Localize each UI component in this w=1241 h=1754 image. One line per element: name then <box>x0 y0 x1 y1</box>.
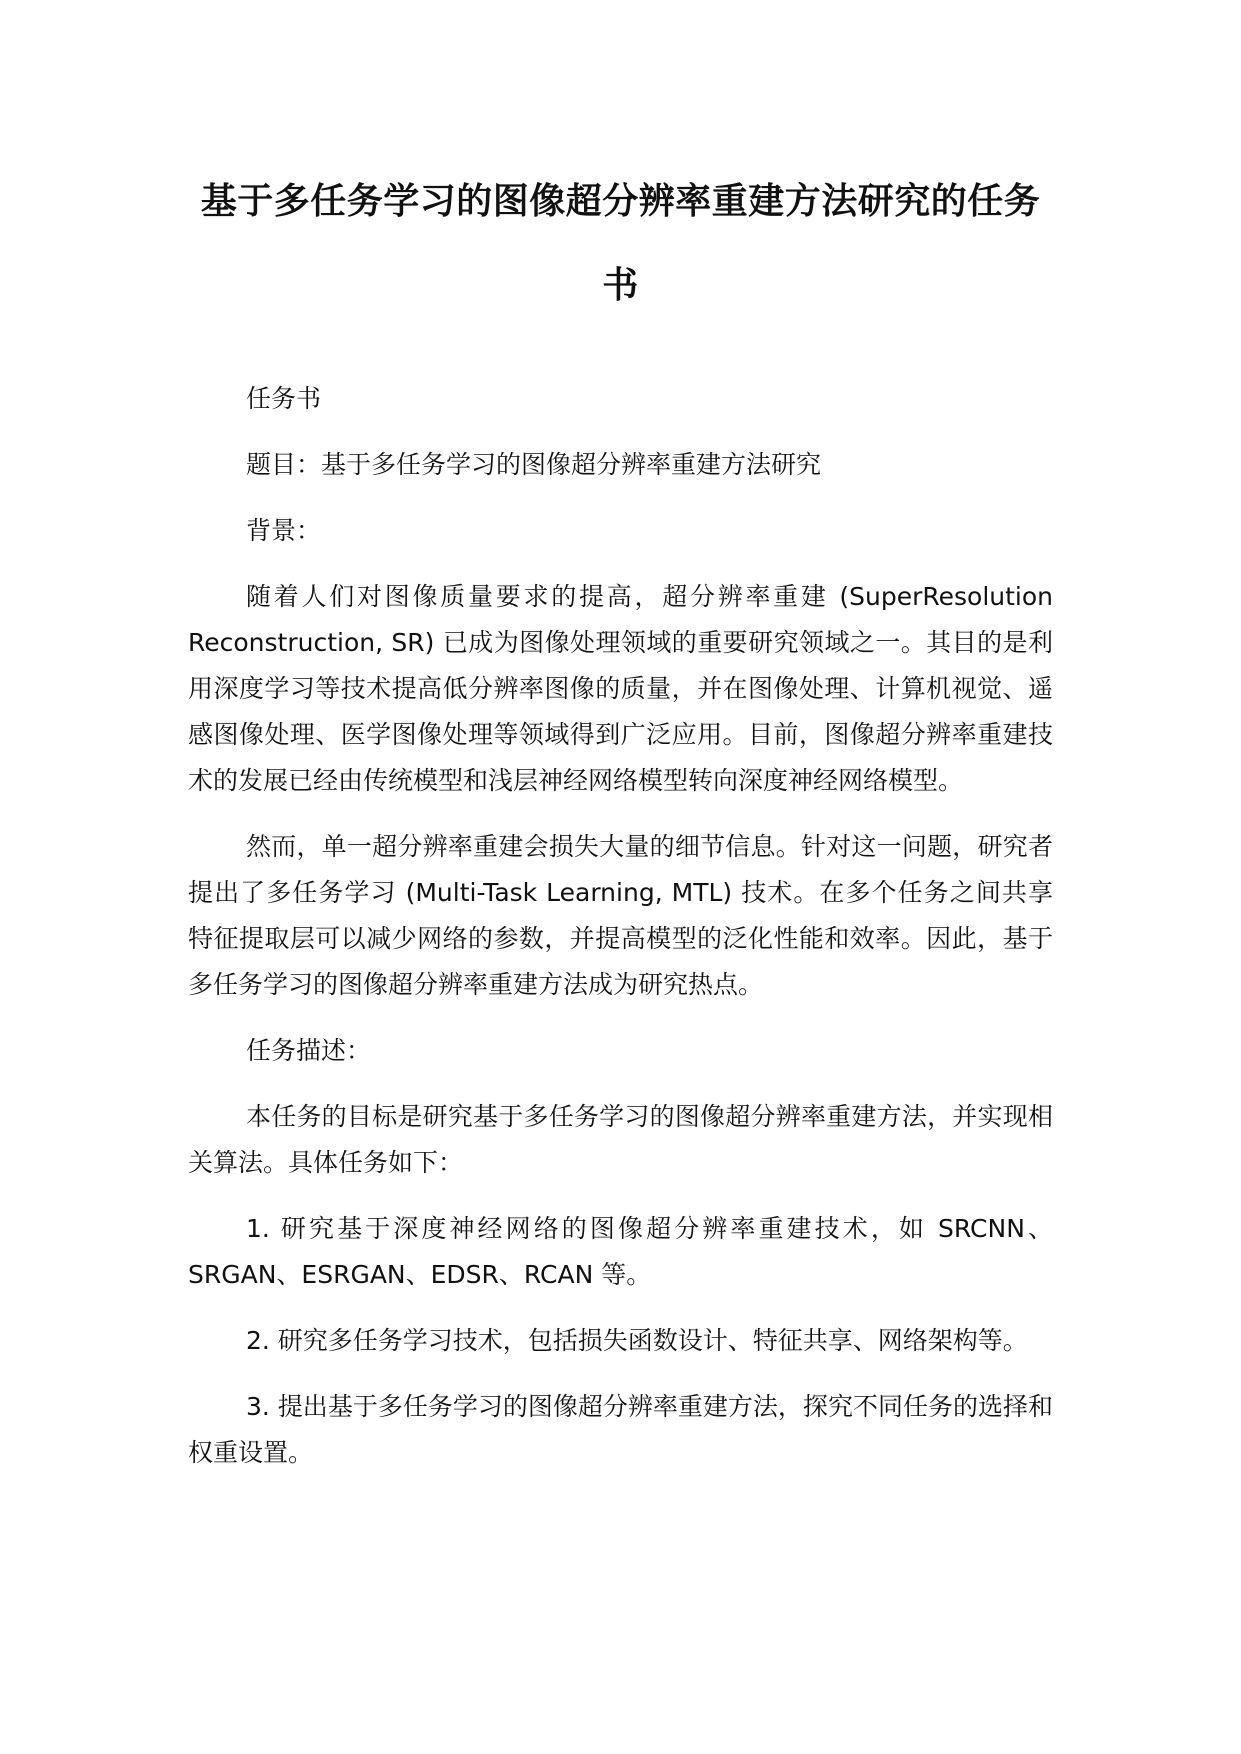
paragraph-task-book: 任务书 <box>246 384 322 413</box>
paragraph-task-description-heading: 任务描述： <box>246 1036 372 1065</box>
list-item-3: 3. 提出基于多任务学习的图像超分辨率重建方法，探究不同任务的选择和权重设置。 <box>188 1392 1053 1467</box>
document-body <box>188 376 1053 1496</box>
list-item-2: 2. 研究多任务学习技术，包括损失函数设计、特征共享、网络架构等。 <box>246 1326 1028 1355</box>
list-item-1: 1. 研究基于深度神经网络的图像超分辨率重建技术，如 SRCNN、SRGAN、ESRGAN、EDSR、RCAN 等。 <box>188 1214 1053 1289</box>
paragraph-background-2: 然而，单一超分辨率重建会损失大量的细节信息。针对这一问题，研究者提出了多任务学习 (Multi-Task Learning, MTL) 技术。在多个任务之间共享特征提取层可以减少网络的参数，并提高模型的泛化性能和效率。因此，基于多任务学习的图像超分辨率重建方法成为研究热点。 <box>188 832 1053 999</box>
paragraph-background-heading: 背景： <box>246 516 322 545</box>
paragraph-background-1: 随着人们对图像质量要求的提高，超分辨率重建 (SuperResolution Reconstruction, SR) 已成为图像处理领域的重要研究领域之一。其目的是利用深度学习等技术提高低分辨率图像的质量，并在图像处理、计算机视觉、遥感图像处理、医学图像处理等领域得到广泛应用。目前，图像超分辨率重建技术的发展已经由传统模型和浅层神经网络模型转向深度神经网络模型。 <box>188 582 1053 795</box>
paragraph-task-description: 本任务的目标是研究基于多任务学习的图像超分辨率重建方法，并实现相关算法。具体任务如下： <box>188 1102 1053 1177</box>
paragraph-topic: 题目：基于多任务学习的图像超分辨率重建方法研究 <box>246 450 822 479</box>
document-title: 基于多任务学习的图像超分辨率重建方法研究的任务书 <box>200 181 1041 306</box>
